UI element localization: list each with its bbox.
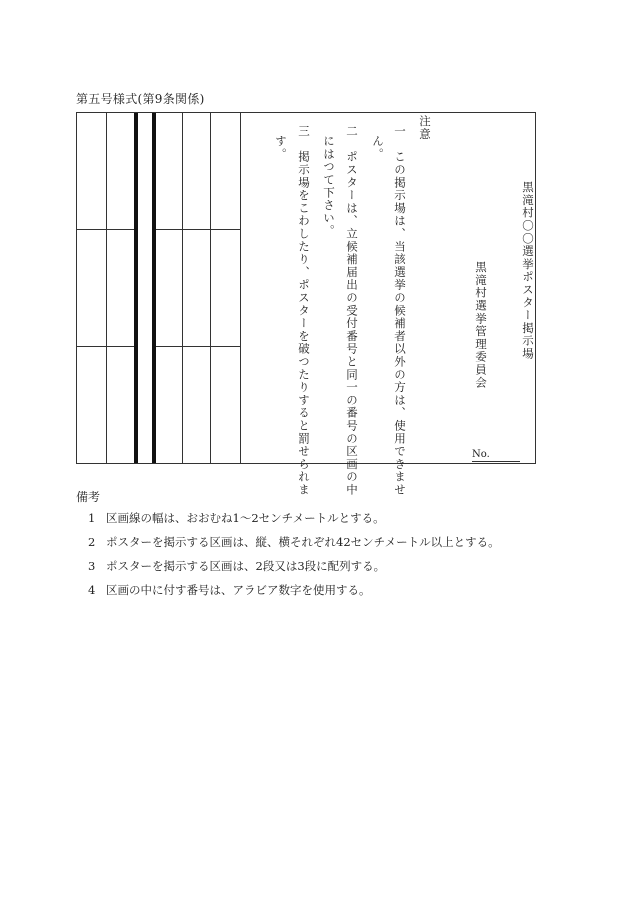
list-item [88,511,500,535]
grid-line [210,113,211,463]
grid-line [156,346,240,347]
note-text: 区画の中に付す番号は、アラビア数字を使用する。 [106,583,371,597]
note-text: ポスターを掲示する区画は、縦、横それぞれ42センチメートル以上とする。 [106,535,500,549]
note-number: 4 [88,583,96,597]
notes-heading: 備考 [76,490,101,504]
caution-line: す。 [274,135,288,161]
caution-heading: 注意 [418,115,432,141]
section-divider-line [152,113,156,463]
grid-line [156,229,240,230]
issuer: 黒滝村選挙管理委員会 [474,261,488,389]
note-text: 区画線の幅は、おおむね1～2センチメートルとする。 [106,511,385,525]
number-field [472,449,520,462]
section-divider-line [134,113,138,463]
caution-line: ん。 [371,135,385,161]
note-number: 3 [88,559,96,573]
caution-line: にはつて下さい。 [322,135,336,238]
note-number: 2 [88,535,96,549]
caution-line: 三 掲示場をこわしたり、ポスターを破つたりすると罰せられま [297,125,311,497]
list-item [88,535,500,559]
grid-line [106,113,107,463]
caution-line: 二 ポスターは、立候補届出の受付番号と同一の番号の区画の中 [345,125,359,497]
list-item [88,559,500,583]
caution-line: 一 この掲示場は、当該選挙の候補者以外の方は、使用できませ [393,125,407,497]
grid-line [77,346,134,347]
note-number: 1 [88,511,96,525]
number-label: No. [472,449,490,460]
notes-list [88,511,500,607]
grid-line [77,229,134,230]
list-item [88,583,500,607]
board-title: 黒滝村〇〇選挙ポスター掲示場 [521,181,535,361]
grid-line [240,113,241,463]
grid-line [182,113,183,463]
form-title: 第五号様式(第9条関係) [76,92,205,106]
note-text: ポスターを掲示する区画は、2段又は3段に配列する。 [106,559,386,573]
